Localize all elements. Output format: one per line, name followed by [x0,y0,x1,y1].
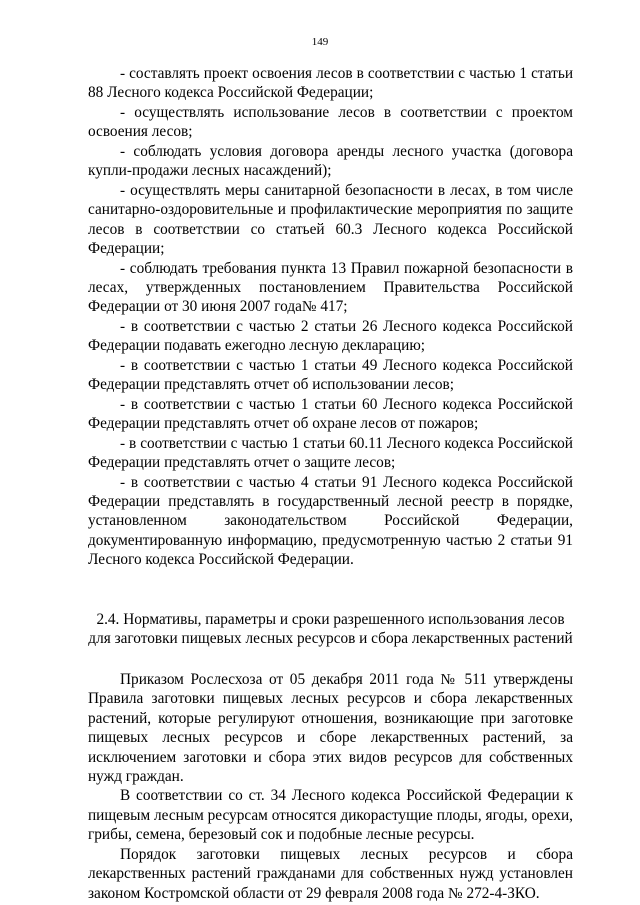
section-gap [88,570,573,610]
list-item: - в соответствии с частью 1 статьи 60.11 Лесного кодекса Российской Федерации представлять отчет о защите лесов; [88,434,573,472]
section-heading: 2.4. Нормативы, параметры и сроки разрешенного использования лесов для заготовки пищевых лесных ресурсов и сбора лекарственных растений [88,610,573,648]
list-item: - осуществлять меры санитарной безопасности в лесах, в том числе санитарно-оздоровительные и профилактические мероприятия по защите лесов в соответствии со статьей 60.3 Лесного кодекса Российской Федерации; [88,181,573,258]
page-content [88,64,573,903]
list-item: - осуществлять использование лесов в соответствии с проектом освоения лесов; [88,103,573,141]
page-number: 149 [311,36,329,48]
paragraph: Порядок заготовки пищевых лесных ресурсов и сбора лекарственных растений гражданами для собственных нужд установлен законом Костромской области от 29 февраля 2008 года № 272-4-ЗКО. [88,845,573,902]
list-item: - в соответствии с частью 1 статьи 60 Лесного кодекса Российской Федерации представлять отчет об охране лесов от пожаров; [88,395,573,433]
list-item: - соблюдать условия договора аренды лесного участка (договора купли-продажи лесных насаждений); [88,142,573,180]
heading-gap [88,649,573,670]
paragraph: Приказом Рослесхоза от 05 декабря 2011 года № 511 утверждены Правила заготовки пищевых лесных ресурсов и сбора лекарственных растений, которые регулируют отношения, возникающие при заготовке пищевых лесных ресурсов и сборе лекарственных растений, за исключением заготовки и сбора этих видов ресурсов для собственных нужд граждан. [88,670,573,785]
list-item: - в соответствии с частью 4 статьи 91 Лесного кодекса Российской Федерации представлять в государственный лесной реестр в порядке, установленном законодательством Российской Федерации, документированную информацию, предусмотренную частью 2 статьи 91 Лесного кодекса Российской Федерации. [88,473,573,569]
list-item: - составлять проект освоения лесов в соответствии с частью 1 статьи 88 Лесного кодекса Российской Федерации; [88,65,573,102]
list-item: - соблюдать требования пункта 13 Правил пожарной безопасности в лесах, утвержденных постановлением Правительства Российской Федерации от 30 июня 2007 года№ 417; [88,259,573,316]
list-item: - в соответствии с частью 1 статьи 49 Лесного кодекса Российской Федерации представлять отчет об использовании лесов; [88,356,573,394]
paragraph: В соответствии со ст. 34 Лесного кодекса Российской Федерации к пищевым лесным ресурсам относятся дикорастущие плоды, ягоды, орехи, грибы, семена, березовый сок и подобные лесные ресурсы. [88,787,573,844]
list-item: - в соответствии с частью 2 статьи 26 Лесного кодекса Российской Федерации подавать ежегодно лесную декларацию; [88,317,573,355]
